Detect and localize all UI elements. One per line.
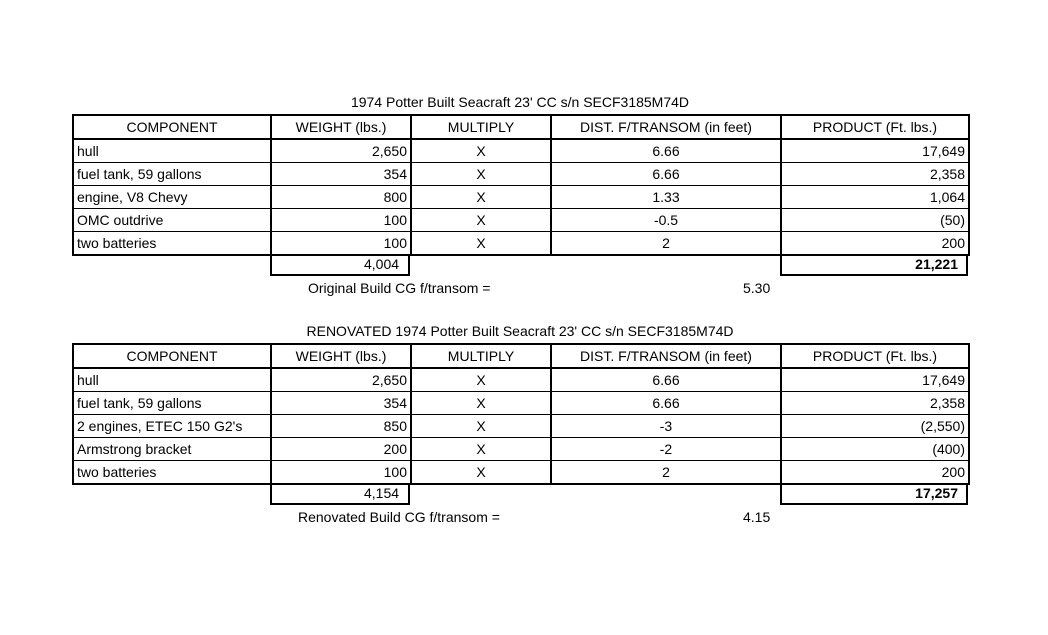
header-product: PRODUCT (Ft. lbs.) <box>781 344 969 368</box>
cell-component: OMC outdrive <box>73 209 271 232</box>
cell-distance: -2 <box>551 438 781 461</box>
original-totals-row <box>72 254 968 276</box>
renovated-cg-value: 4.15 <box>743 509 771 525</box>
cell-multiply: X <box>411 415 551 438</box>
header-product: PRODUCT (Ft. lbs.) <box>781 115 969 139</box>
header-multiply: MULTIPLY <box>411 115 551 139</box>
cell-weight: 800 <box>271 186 411 209</box>
original-build-title: 1974 Potter Built Seacraft 23' CC s/n SECF3185M74D <box>350 94 690 110</box>
cell-multiply: X <box>411 186 551 209</box>
cell-component: two batteries <box>73 461 271 485</box>
cell-component: fuel tank, 59 gallons <box>73 163 271 186</box>
cell-weight: 100 <box>271 209 411 232</box>
cell-weight: 354 <box>271 163 411 186</box>
table-row <box>73 209 969 232</box>
header-component: COMPONENT <box>73 344 271 368</box>
cell-product: 200 <box>781 232 969 256</box>
cell-distance: -3 <box>551 415 781 438</box>
total-weight: 4,154 <box>270 483 410 505</box>
cell-distance: 6.66 <box>551 139 781 163</box>
cell-component: hull <box>73 139 271 163</box>
cell-distance: -0.5 <box>551 209 781 232</box>
cell-multiply: X <box>411 209 551 232</box>
original-cg-value: 5.30 <box>743 280 771 296</box>
table-row <box>73 139 969 163</box>
header-component: COMPONENT <box>73 115 271 139</box>
table-row <box>73 368 969 392</box>
cell-multiply: X <box>411 392 551 415</box>
cell-weight: 2,650 <box>271 139 411 163</box>
renovated-totals-row <box>72 483 968 505</box>
cell-distance: 6.66 <box>551 163 781 186</box>
header-weight: WEIGHT (lbs.) <box>271 344 411 368</box>
original-cg-label: Original Build CG f/transom = <box>308 280 491 296</box>
renovated-build-title: RENOVATED 1974 Potter Built Seacraft 23' CC s/n SECF3185M74D <box>306 323 734 339</box>
header-row <box>73 115 969 139</box>
renovated-cg-label: Renovated Build CG f/transom = <box>298 509 500 525</box>
cell-distance: 2 <box>551 232 781 256</box>
cell-component: engine, V8 Chevy <box>73 186 271 209</box>
table-row <box>73 232 969 256</box>
header-distance: DIST. F/TRANSOM (in feet) <box>551 115 781 139</box>
cell-distance: 2 <box>551 461 781 485</box>
table-row <box>73 163 969 186</box>
cell-product: 200 <box>781 461 969 485</box>
total-product: 17,257 <box>780 483 968 505</box>
cell-weight: 200 <box>271 438 411 461</box>
cell-multiply: X <box>411 461 551 485</box>
cell-multiply: X <box>411 232 551 256</box>
total-product: 21,221 <box>780 254 968 276</box>
table-row <box>73 392 969 415</box>
original-build-table <box>72 114 970 256</box>
cell-product: (2,550) <box>781 415 969 438</box>
header-distance: DIST. F/TRANSOM (in feet) <box>551 344 781 368</box>
cell-component: hull <box>73 368 271 392</box>
header-weight: WEIGHT (lbs.) <box>271 115 411 139</box>
cell-product: 1,064 <box>781 186 969 209</box>
cell-multiply: X <box>411 139 551 163</box>
renovated-build-table <box>72 343 970 485</box>
cell-distance: 1.33 <box>551 186 781 209</box>
cell-multiply: X <box>411 368 551 392</box>
cell-product: 17,649 <box>781 368 969 392</box>
table-row <box>73 186 969 209</box>
cell-component: two batteries <box>73 232 271 256</box>
cell-multiply: X <box>411 163 551 186</box>
cell-multiply: X <box>411 438 551 461</box>
table-row <box>73 415 969 438</box>
cell-product: 2,358 <box>781 163 969 186</box>
header-multiply: MULTIPLY <box>411 344 551 368</box>
cell-distance: 6.66 <box>551 392 781 415</box>
cell-distance: 6.66 <box>551 368 781 392</box>
cell-component: Armstrong bracket <box>73 438 271 461</box>
cell-component: fuel tank, 59 gallons <box>73 392 271 415</box>
cell-weight: 354 <box>271 392 411 415</box>
cell-product: 2,358 <box>781 392 969 415</box>
cell-weight: 850 <box>271 415 411 438</box>
cell-weight: 100 <box>271 232 411 256</box>
cell-weight: 100 <box>271 461 411 485</box>
cell-product: (50) <box>781 209 969 232</box>
cell-product: (400) <box>781 438 969 461</box>
total-weight: 4,004 <box>270 254 410 276</box>
table-row <box>73 438 969 461</box>
table-row <box>73 461 969 485</box>
cell-weight: 2,650 <box>271 368 411 392</box>
cell-product: 17,649 <box>781 139 969 163</box>
cell-component: 2 engines, ETEC 150 G2's <box>73 415 271 438</box>
header-row <box>73 344 969 368</box>
